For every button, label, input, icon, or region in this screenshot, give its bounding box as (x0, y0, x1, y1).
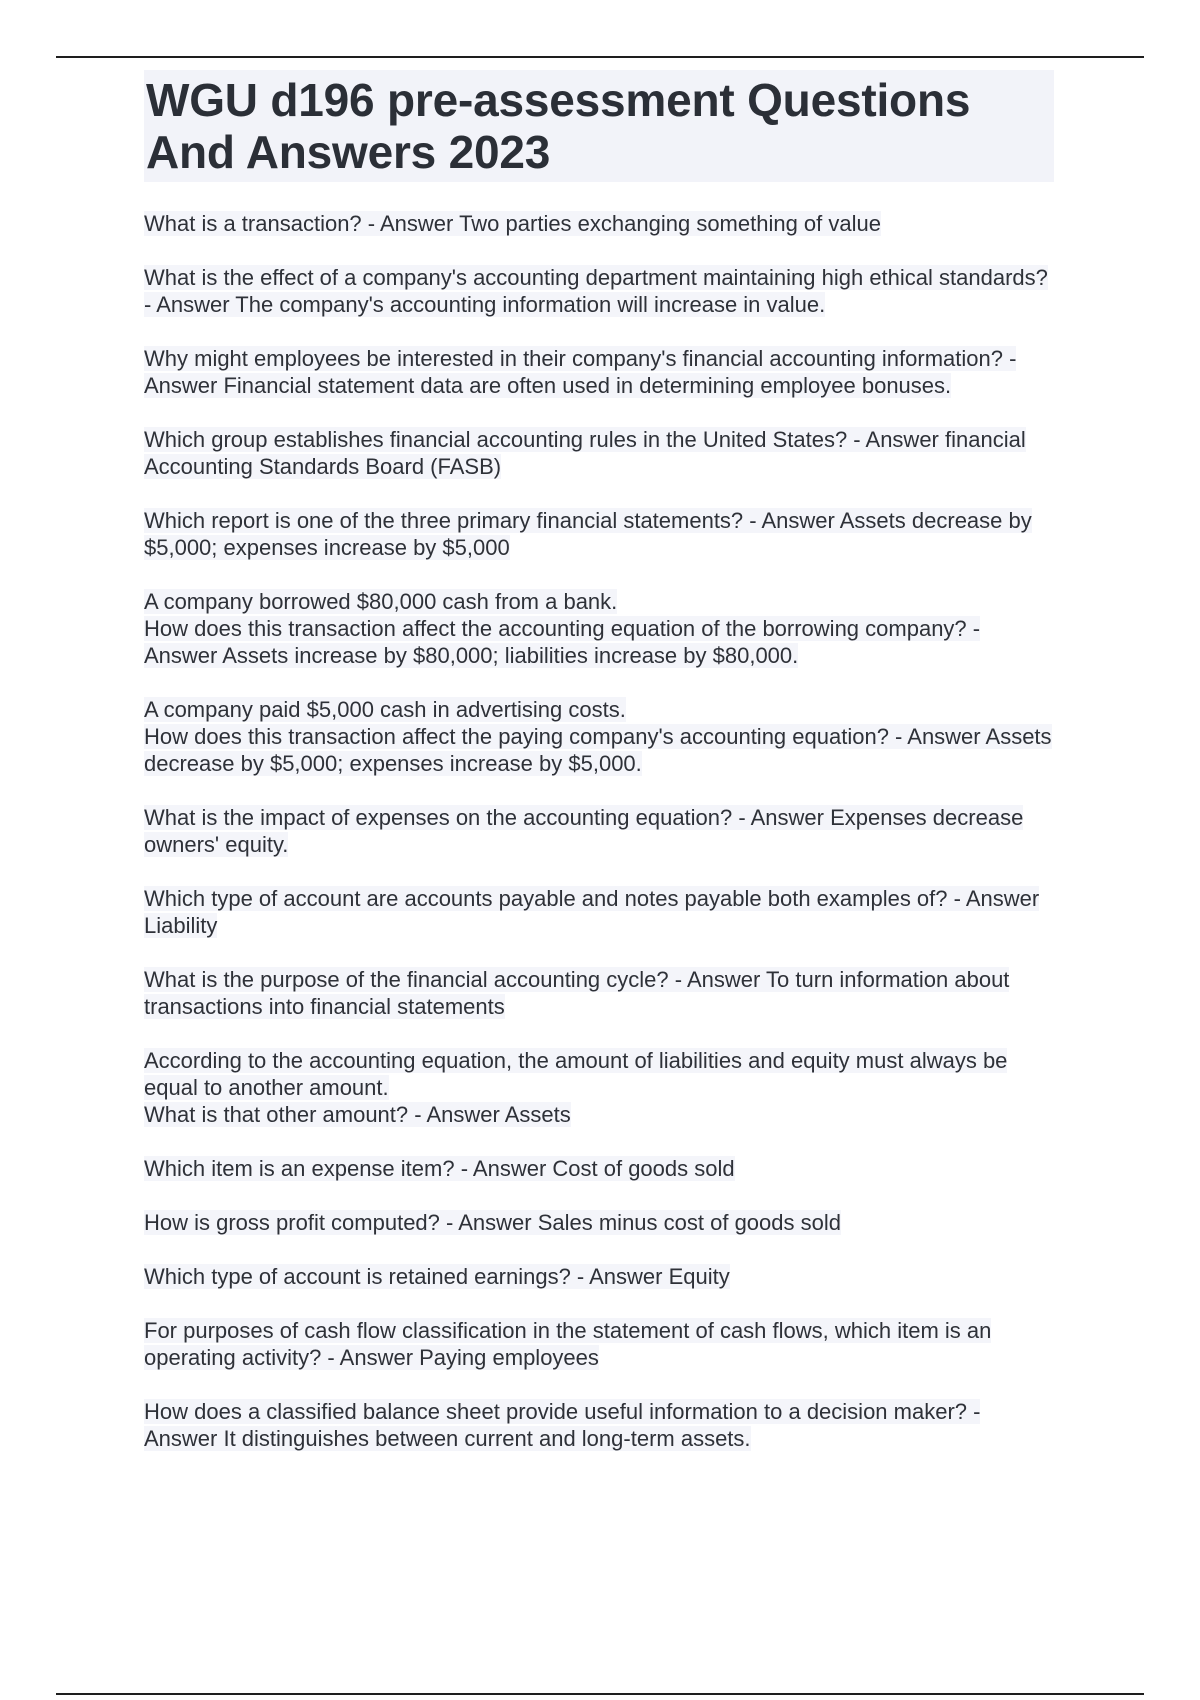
qa-line (144, 507, 1054, 561)
top-rule (56, 56, 1144, 58)
qa-item (144, 588, 1054, 669)
qa-item (144, 1155, 1054, 1182)
qa-text: Which type of account are accounts payable and notes payable both examples of? - Answer Liability (144, 886, 1040, 938)
qa-text: What is that other amount? - Answer Assets (144, 1102, 571, 1127)
qa-text: What is the effect of a company's accounting department maintaining high ethical standards? - Answer The company's accounting information will increase in value. (144, 265, 1048, 317)
qa-text: A company paid $5,000 cash in advertising costs. (144, 697, 626, 722)
qa-text: Which type of account is retained earnings? - Answer Equity (144, 1264, 730, 1289)
qa-text: What is the impact of expenses on the accounting equation? - Answer Expenses decrease owners' equity. (144, 805, 1024, 857)
qa-item (144, 426, 1054, 480)
document-title: WGU d196 pre-assessment Questions And Answers 2023 (146, 74, 971, 178)
qa-item (144, 804, 1054, 858)
qa-item (144, 966, 1054, 1020)
qa-line (144, 615, 1054, 669)
bottom-rule (56, 1693, 1144, 1695)
qa-list (144, 210, 1054, 1452)
qa-item (144, 1398, 1054, 1452)
qa-item (144, 1263, 1054, 1290)
qa-text: A company borrowed $80,000 cash from a bank. (144, 589, 618, 614)
qa-item (144, 1209, 1054, 1236)
qa-item (144, 264, 1054, 318)
qa-line (144, 1101, 1054, 1128)
qa-line (144, 1155, 1054, 1182)
qa-line (144, 1047, 1054, 1101)
qa-line (144, 885, 1054, 939)
qa-line (144, 588, 1054, 615)
qa-text: Why might employees be interested in their company's financial accounting information? - Answer Financial statement data are often used in determining employee bonuses. (144, 346, 1017, 398)
title-block (144, 70, 1054, 182)
qa-item (144, 345, 1054, 399)
qa-line (144, 804, 1054, 858)
qa-text: How does this transaction affect the paying company's accounting equation? - Answer Assets decrease by $5,000; expenses increase by $5,000. (144, 724, 1052, 776)
qa-item (144, 1047, 1054, 1128)
qa-text: Which report is one of the three primary financial statements? - Answer Assets decrease by $5,000; expenses increase by $5,000 (144, 508, 1032, 560)
qa-line (144, 1398, 1054, 1452)
qa-text: According to the accounting equation, the amount of liabilities and equity must always be equal to another amount. (144, 1048, 1008, 1100)
qa-item (144, 507, 1054, 561)
qa-line (144, 1209, 1054, 1236)
qa-text: Which item is an expense item? - Answer Cost of goods sold (144, 1156, 735, 1181)
qa-item (144, 1317, 1054, 1371)
qa-line (144, 345, 1054, 399)
qa-item (144, 210, 1054, 237)
qa-line (144, 723, 1054, 777)
qa-text: What is the purpose of the financial accounting cycle? - Answer To turn information about transactions into financial statements (144, 967, 1010, 1019)
qa-line (144, 966, 1054, 1020)
qa-text: How is gross profit computed? - Answer Sales minus cost of goods sold (144, 1210, 841, 1235)
qa-line (144, 264, 1054, 318)
qa-text: Which group establishes financial accounting rules in the United States? - Answer financial Accounting Standards Board (FASB) (144, 427, 1026, 479)
document-body (144, 70, 1054, 1479)
qa-item (144, 696, 1054, 777)
qa-text: For purposes of cash flow classification in the statement of cash flows, which item is an operating activity? - Answer Paying employees (144, 1318, 992, 1370)
qa-text: What is a transaction? - Answer Two parties exchanging something of value (144, 211, 881, 236)
qa-line (144, 210, 1054, 237)
qa-line (144, 1317, 1054, 1371)
qa-line (144, 426, 1054, 480)
qa-item (144, 885, 1054, 939)
qa-line (144, 1263, 1054, 1290)
qa-text: How does this transaction affect the accounting equation of the borrowing company? - Answer Assets increase by $80,000; liabilities increase by $80,000. (144, 616, 981, 668)
qa-text: How does a classified balance sheet provide useful information to a decision maker? - Answer It distinguishes between current and long-term assets. (144, 1399, 981, 1451)
qa-line (144, 696, 1054, 723)
